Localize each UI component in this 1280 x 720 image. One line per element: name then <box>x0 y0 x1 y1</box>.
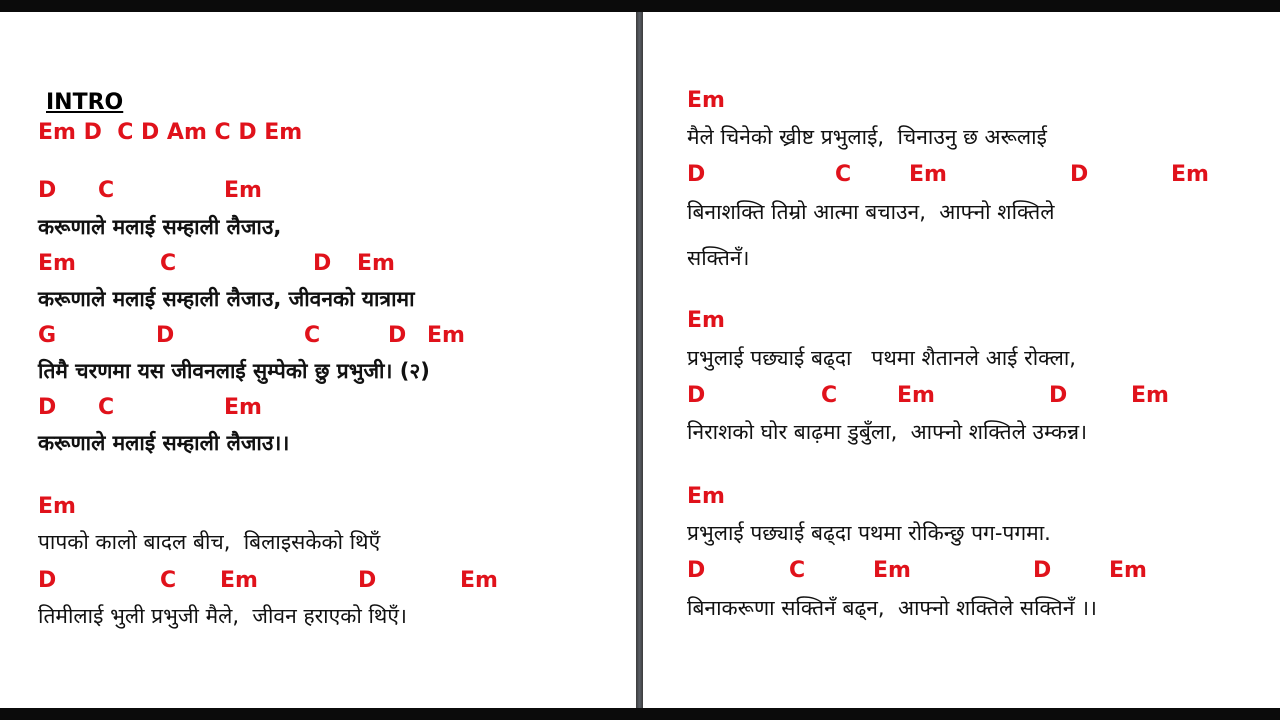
chord: Em <box>38 251 76 276</box>
chord-row <box>643 164 1263 318</box>
chord: Em <box>1171 162 1209 187</box>
chord: D <box>1049 383 1068 408</box>
lyric-line: तिमै चरणमा यस जीवनलाई सुम्पेको छु प्रभुजी। (२) <box>38 359 430 383</box>
lyric-line: सक्तिनँ। <box>687 246 750 270</box>
chord: D <box>358 568 377 593</box>
chord: Em <box>687 88 725 113</box>
chord: Em <box>357 251 395 276</box>
chord-row <box>0 570 600 708</box>
lyric-line: करूणाले मलाई सम्हाली लैजाउ, <box>38 215 282 239</box>
chord: Em <box>427 323 465 348</box>
lyric-line: प्रभुलाई पछ्याई बढ्दा पथमा शैतानले आई रोक्ला, <box>687 346 1076 370</box>
chord: Em <box>1131 383 1169 408</box>
chord: D <box>388 323 407 348</box>
lyric-line: बिनाकरूणा सक्तिनँ बढ्न, आफ्नो शक्तिले सक्तिनँ ।। <box>687 596 1098 620</box>
lyric-line: पापको कालो बादल बीच, बिलाइसकेको थिएँ <box>38 530 381 554</box>
lyric-line: प्रभुलाई पछ्याई बढ्दा पथमा रोकिन्छु पग-पगमा. <box>687 521 1051 545</box>
chord: D <box>687 558 706 583</box>
chord: Em <box>873 558 911 583</box>
lyric-line: बिनाशक्ति तिम्रो आत्मा बचाउन, आफ्नो शक्तिले <box>687 200 1055 224</box>
lyric-line: निराशको घोर बाढ़मा डुबुँला, आफ्नो शक्तिले उम्कन्न। <box>687 420 1088 444</box>
intro-heading: INTRO <box>46 90 124 115</box>
chord: D <box>1070 162 1089 187</box>
chord: C <box>304 323 321 348</box>
chord: Em <box>220 568 258 593</box>
intro-chords: Em D C D Am C D Em <box>38 120 303 145</box>
chord: D <box>313 251 332 276</box>
chord: D <box>687 162 706 187</box>
chord: C <box>160 251 177 276</box>
chord: D <box>687 383 706 408</box>
chord: Em <box>1109 558 1147 583</box>
chord: Em <box>897 383 935 408</box>
chord: C <box>789 558 806 583</box>
chord: Em <box>460 568 498 593</box>
chord: Em <box>687 308 725 333</box>
chord: D <box>156 323 175 348</box>
chord: Em <box>224 395 262 420</box>
chord: G <box>38 323 57 348</box>
chord: Em <box>687 484 725 509</box>
chord: D <box>38 178 57 203</box>
chord: D <box>38 568 57 593</box>
lyric-line: मैले चिनेको ख्रीष्ट प्रभुलाई, चिनाउनु छ अरूलाई <box>687 125 1047 149</box>
right-page <box>643 12 1280 708</box>
chord: C <box>98 395 115 420</box>
page-divider <box>636 12 643 708</box>
chord: Em <box>38 494 76 519</box>
lyric-line: करूणाले मलाई सम्हाली लैजाउ, जीवनको यात्रामा <box>38 287 415 311</box>
chord: D <box>38 395 57 420</box>
chord: D <box>1033 558 1052 583</box>
chord: C <box>821 383 838 408</box>
chord: C <box>835 162 852 187</box>
chord: C <box>98 178 115 203</box>
lyric-line: करूणाले मलाई सम्हाली लैजाउ।। <box>38 431 290 455</box>
chord: Em <box>909 162 947 187</box>
chord: C <box>160 568 177 593</box>
chord-row <box>643 560 1263 708</box>
chord: Em <box>224 178 262 203</box>
left-page <box>0 12 636 708</box>
lyric-line: तिमीलाई भुली प्रभुजी मैले, जीवन हराएको थिएँ। <box>38 604 407 628</box>
